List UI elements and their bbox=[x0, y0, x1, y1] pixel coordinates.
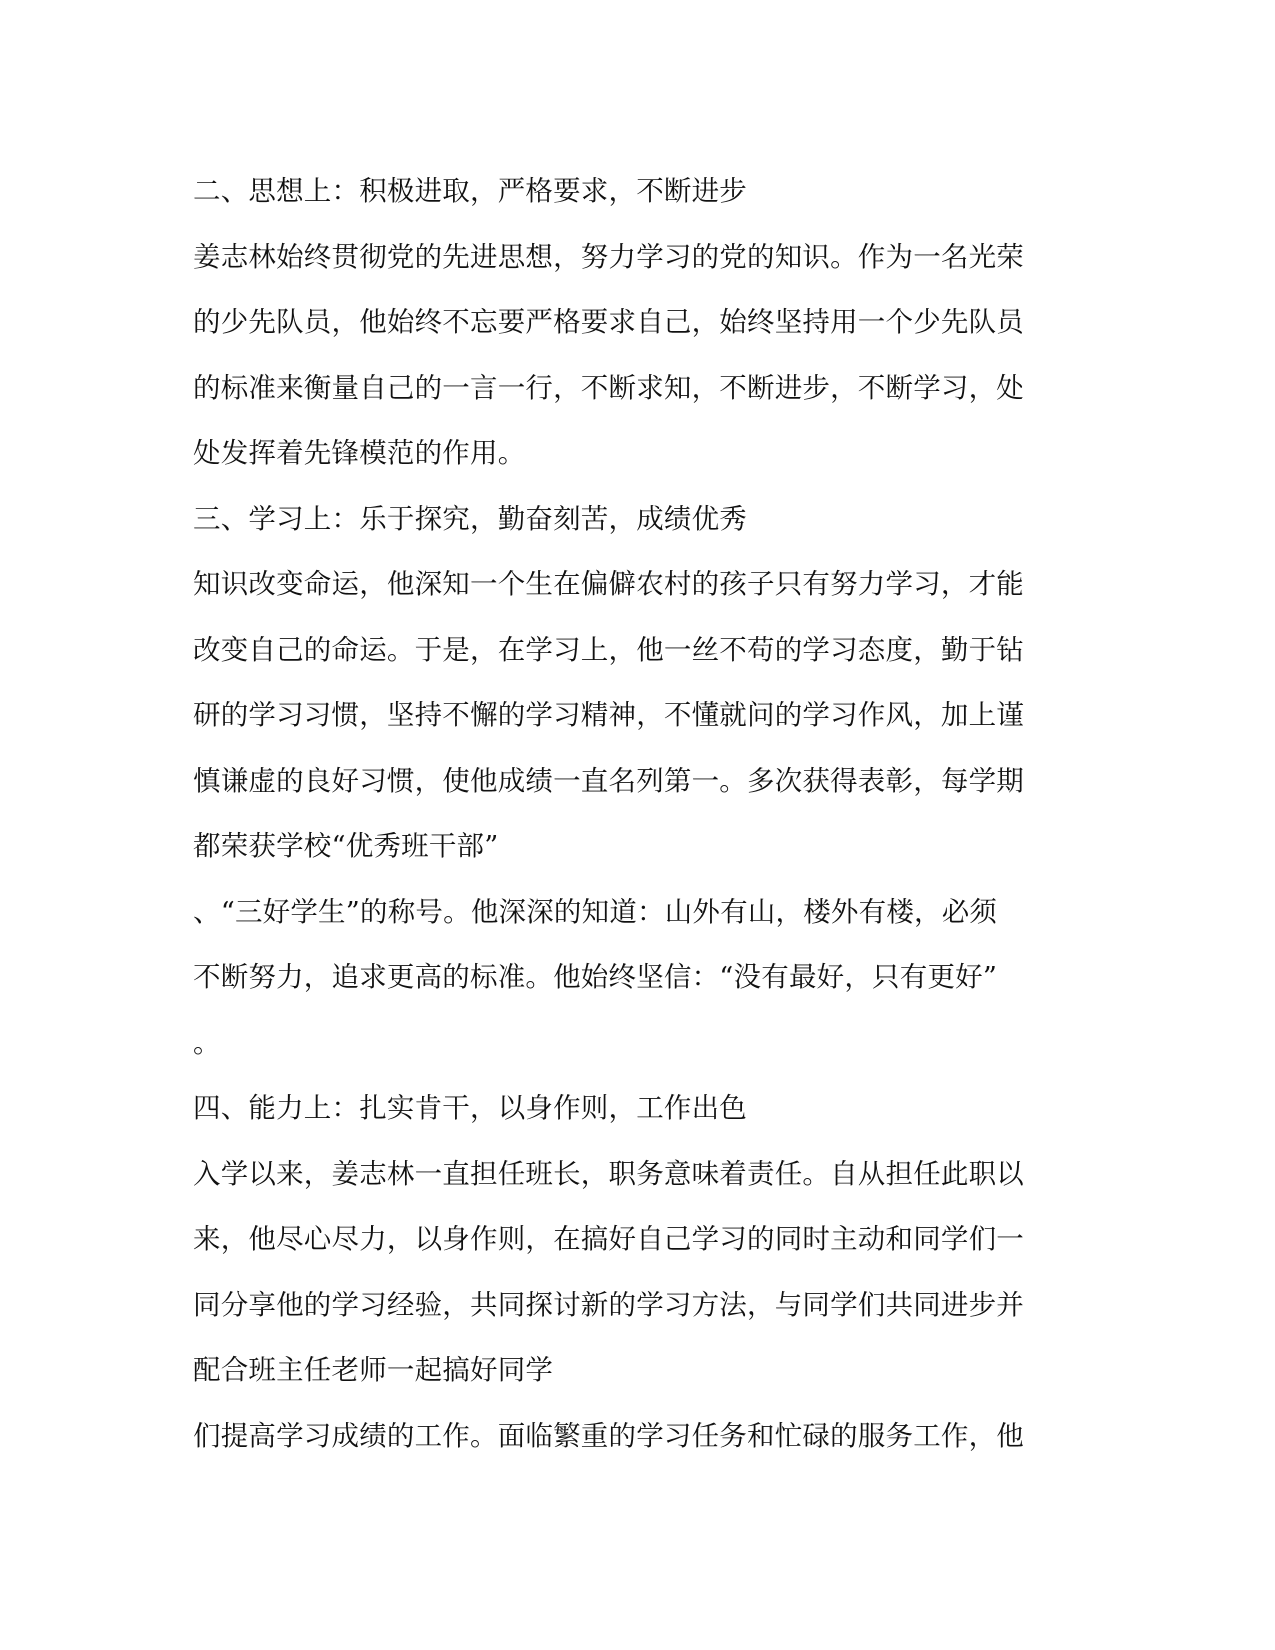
paragraph-line: 的标准来衡量自己的一言一行，不断求知，不断进步，不断学习，处 bbox=[193, 371, 1024, 404]
paragraph-line: 研的学习习惯，坚持不懈的学习精神，不懂就问的学习作风，加上谨 bbox=[193, 699, 1024, 731]
section-heading-thought: 二、思想上：积极进取，严格要求，不断进步 bbox=[193, 175, 747, 207]
section-heading-ability: 四、能力上：扎实肯干，以身作则，工作出色 bbox=[193, 1092, 747, 1124]
paragraph-line: 、“三好学生”的称号。他深深的知道：山外有山，楼外有楼，必须 bbox=[193, 895, 998, 928]
paragraph-line: 同分享他的学习经验，共同探讨新的学习方法，与同学们共同进步并 bbox=[193, 1288, 1024, 1321]
paragraph-line: 们提高学习成绩的工作。面临繁重的学习任务和忙碌的服务工作，他 bbox=[193, 1419, 1024, 1452]
paragraph-line: 改变自己的命运。于是，在学习上，他一丝不苟的学习态度，勤于钻 bbox=[193, 633, 1024, 666]
paragraph-line: 的少先队员，他始终不忘要严格要求自己，始终坚持用一个少先队员 bbox=[193, 306, 1024, 338]
paragraph-line: 处发挥着先锋模范的作用。 bbox=[193, 437, 526, 469]
paragraph-line: 知识改变命运，他深知一个生在偏僻农村的孩子只有努力学习，才能 bbox=[193, 568, 1024, 600]
paragraph-line: 来，他尽心尽力，以身作则，在搞好自己学习的同时主动和同学们一 bbox=[193, 1223, 1024, 1255]
paragraph-line: 入学以来，姜志林一直担任班长，职务意味着责任。自从担任此职以 bbox=[193, 1157, 1024, 1190]
section-heading-study: 三、学习上：乐于探究，勤奋刻苦，成绩优秀 bbox=[193, 502, 747, 535]
paragraph-line: 姜志林始终贯彻党的先进思想，努力学习的党的知识。作为一名光荣 bbox=[193, 240, 1024, 273]
document-body bbox=[193, 165, 1073, 1475]
paragraph-line: 配合班主任老师一起搞好同学 bbox=[193, 1354, 554, 1386]
paragraph-line: 都荣获学校“优秀班干部” bbox=[193, 830, 499, 862]
paragraph-line: 。 bbox=[193, 1026, 221, 1059]
paragraph-line: 不断努力，追求更高的标准。他始终坚信：“没有最好，只有更好” bbox=[193, 961, 998, 993]
paragraph-line: 慎谦虚的良好习惯，使他成绩一直名列第一。多次获得表彰，每学期 bbox=[193, 764, 1024, 797]
